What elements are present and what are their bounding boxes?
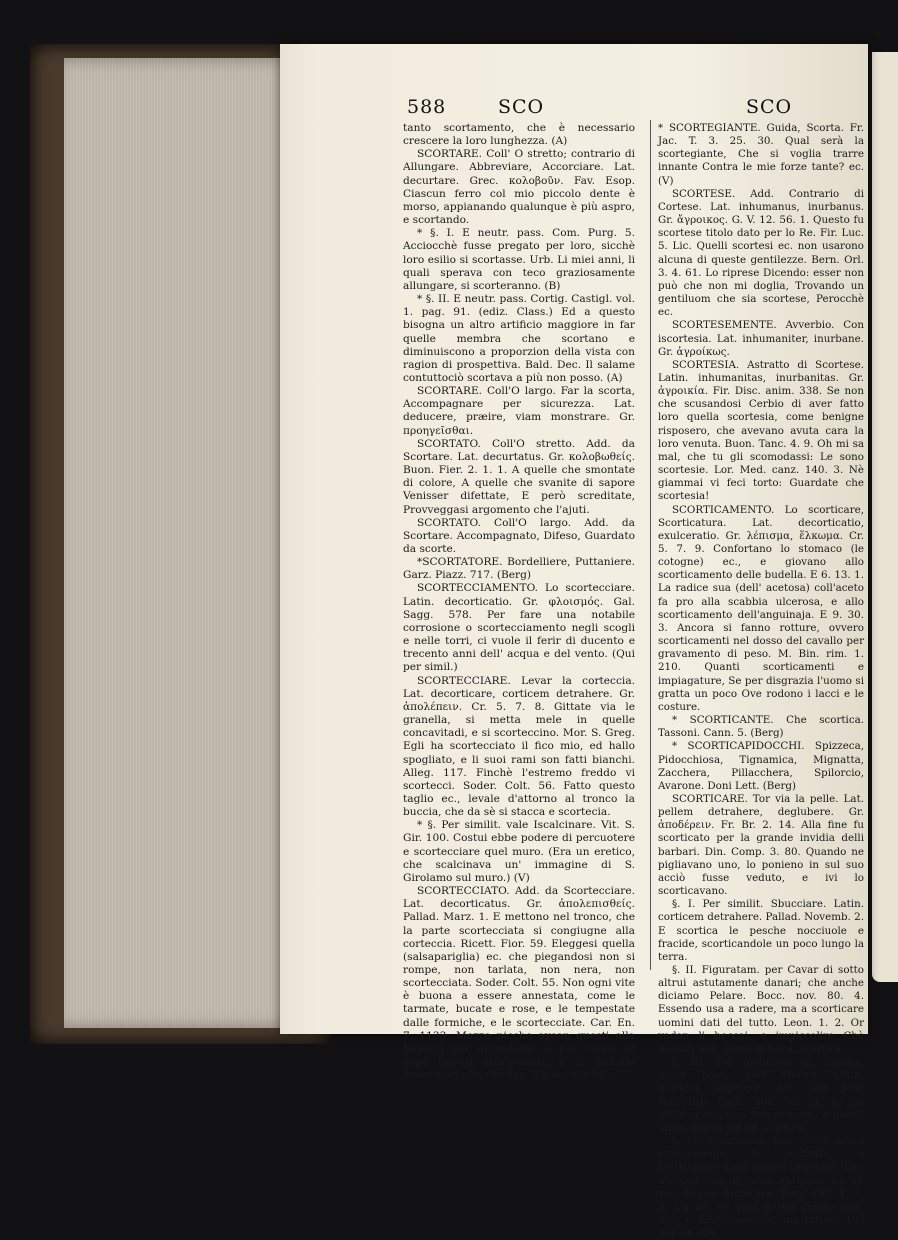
entry-paragraph: * SCORTICANTE. Che scortica. Tassoni. Cann. 5. (Berg) [658,714,864,740]
entry-paragraph: SCORTICARE. Tor via la pelle. Lat. pellem detrahere, deglubere. Gr. ἀποδέρειν. Fr. Br. 2. 14. Alla fine fu scorticato per la grande invidia delli barbari. Din. Comp. 3. 80. Quando ne pigliavano uno, lo ponieno in sul suo acciò fusse veduto, e ivi lo scorticavano. [658,792,864,898]
entry-paragraph: * SCORTICAPIDOCCHI. Spizzeca, Pidocchiosa, Tignamica, Mignatta, Zacchera, Pillacchera, Spilorcio, Avarone. Doni Lett. (Berg) [658,740,864,792]
entry-paragraph: §. II. Figuratam. per Cavar di sotto altrui astutamente danari; che anche diciamo Pelare. Bocc. nov. 80. 4. Essendo usa a radere, ma a scorticare uomini dati del tutto. Leon. 1. 2. Or vadan li beccai, e impiccolire Chè nessun ben, come la Lena, scortica. [658,964,864,1055]
entry-paragraph: tanto scortamento, che è necessario crescere la loro lunghezza. (A) [403,122,635,148]
facing-page-edge [872,52,898,982]
entry-paragraph: §. III. Per metafora, in signific. neutr. pass., vale Morire. Latin. mortem oppetere. Gr. τὸν βίον τελευτᾶν. Bocc. nov. 70. 11. Di mi giaceva con una mia comare, e giocai tanto, che io me ne scorticai. [658,1056,864,1134]
page-number: 588 [407,96,447,118]
right-column [658,122,864,1240]
entry-paragraph: * §. I. E neutr. pass. Com. Purg. 5. Acciocchè fusse pregato per loro, sicchè loro esilio si scortasse. Urb. Li miei anni, li quali sperava con teco graziosamente allungare, si scorteranno. (B) [403,227,635,292]
entry-paragraph: SCORTICAMENTO. Lo scorticare, Scorticatura. Lat. decorticatio, exulceratio. Gr. λέπισμα, ἕλκωμα. Cr. 5. 7. 9. Confortano lo stomaco (le cotogne) ec., e giovano allo scorticamento delle budella. E 6. 13. 1. La radice sua (dell' acetosa) coll'aceto fa pro alla scabbia ulcerosa, e allo scorticamento dell'anguinaja. E 9. 30. 3. Ancora si fanno rotture, ovvero scorticamenti nel dosso del cavallo per gravamento di peso. M. Bin. rim. 1. 210. Quanti scorticamenti e impiagature, Se per disgrazia l'uomo si gratta un poco Ove rodono i lacci e le costure. [658,503,864,713]
entry-paragraph: SCORTATO. Coll'O stretto. Add. da Scortare. Lat. decurtatus. Gr. κολοβωθείς. Buon. Fier. 2. 1. 1. A quelle che smontate di colore, A quelle che svanite di sapore Venisser difettate, E però screditate, Provveggasi argomento che l'ajuti. [403,437,635,516]
entry-paragraph: §. IV. Scorticare, per Torre altrui rapacemente le sostanze, o Distruggere colle troppe gravezze. Lat. alienam rem diripere, abripere. Gr. τὰ τῶν ἄλλων ἁρπάζειν. Bern. Orl. 1. 7. 5. Un Re, se vuol il suo debito fare, Non è Re veramente, ma fattore Del popolo che [658,1135,864,1240]
left-column-header: SCO [498,96,545,118]
entry-paragraph: * §. Per similit. vale Iscalcinare. Vit. S. Gir. 100. Costui ebbe podere di percuotere e scortecciare quel muro. (Era un eretico, che scalcinava un' immagine di S. Girolamo sul muro.) (V) [403,819,635,884]
left-column [403,122,635,1082]
entry-paragraph: * SCORTEGIANTE. Guida, Scorta. Fr. Jac. T. 3. 25. 30. Qual serà la scortegiante, Che si voglia trarre innante Contra le mie forze tante? ec. (V) [658,122,864,187]
entry-paragraph: SCORTATO. Coll'O largo. Add. da Scortare. Accompagnato, Difeso, Guardato da scorte. [403,516,635,555]
entry-paragraph: SCORTECCIARE. Levar la corteccia. Lat. decorticare, corticem detrahere. Gr. ἀπολέπειν. Cr. 5. 7. 8. Gittate via le granella, si metta mele in quelle concavitadi, e si scorteccino. Mor. S. Greg. Egli ha scortecciato il fico mio, ed hallo spogliato, e li suoi rami son fatti bianchi. Alleg. 117. Finchè l'estremo freddo vi scortecci. Soder. Colt. 56. Fatto questo taglio ec., levale d'attorno al tronco la buccia, che da sè si stacca e scortecia. [403,674,635,819]
entry-paragraph: SCORTESE. Add. Contrario di Cortese. Lat. inhumanus, inurbanus. Gr. ἄγροικος. G. V. 12. 56. 1. Questo fu scortese titolo dato per lo Re. Fir. Luc. 5. Lic. Quelli scortesi ec. non usarono alcuna di queste gentilezze. Bern. Orl. 3. 4. 61. Lo riprese Dicendo: esser non può che non mi doglia, Trovando un gentiluom che sia scortese, Perocchè ec. [658,187,864,319]
entry-paragraph: SCORTARE. Coll' O stretto; contrario di Allungare. Abbreviare, Accorciare. Lat. decurtare. Grec. κολοβοῦν. Fav. Esop. Ciascun ferro col mio piccolo dente è morso, appianando qualunque è più aspro, e scortando. [403,148,635,227]
entry-paragraph: §. I. Per similit. Sbucciare. Latin. corticem detrahere. Pallad. Novemb. 2. E scortica le pesche nocciuole e fracide, scorticandole un poco lungo la terra. [658,898,864,963]
page-edges [64,58,304,1028]
dictionary-page [280,44,868,1240]
column-divider [650,120,651,970]
right-column-header: SCO [746,96,793,118]
entry-paragraph: SCORTESEMENTE. Avverbio. Con iscortesia. Lat. inhumaniter, inurbane. Gr. ἀγροίκως. [658,319,864,358]
entry-paragraph: SCORTARE. Coll'O largo. Far la scorta, Accompagnare per sicurezza. Lat. deducere, præire, viam monstrare. Gr. προηγεῖσθαι. [403,385,635,437]
entry-paragraph: SCORTESIA. Astratto di Scortese. Latin. inhumanitas, inurbanitas. Gr. ἀγροικία. Fir. Disc. anim. 338. Se non che scusandosi Cerbio di aver fatto loro quella scortesia, come benigne risposero, che avevano avuta cara la loro venuta. Buon. Tanc. 4. 9. Oh mi sa mal, che tu gli scomodassi: Le sono scortesie. Lor. Med. canz. 140. 3. Nè giammai vi feci torto: Guardate che scortesia! [658,358,864,503]
entry-paragraph: SCORTECCIAMENTO. Lo scortecciare. Latin. decorticatio. Gr. φλοισμός. Gal. Sagg. 578. Per fare una notabile corrosione o scortecciamento negli scogli e nelle torri, ci vuole il ferir di ducento e trecento anni dell' acqua e del vento. (Qui per simil.) [403,582,635,674]
entry-paragraph: *SCORTATORE. Bordelliere, Puttaniere. Garz. Piazz. 717. (Berg) [403,556,635,582]
entry-paragraph: * §. II. E neutr. pass. Cortig. Castigl. vol. 1. pag. 91. (ediz. Class.) Ed a questo bisogna un altro artificio maggiore in far quelle membra che scortano e diminuiscono a proporzion della vista con ragion di prospettiva. Bald. Dec. Il salame contuttociò scortava a più non posso. (A) [403,293,635,384]
entry-paragraph: SCORTECCIATO. Add. da Scortecciare. Lat. decorticatus. Gr. ἀπολεπισθείς. Pallad. Marz. 1. E mettono nel tronco, che la parte scortecciata si congiugne alla corteccia. Ricett. Fior. 59. Eleggesi quella (salsapariglia) ec. che piegandosi non si rompe, non tarlata, non nera, non scortecciata. Soder. Colt. 55. Non ogni vite è buona a essere annestata, come le tarmate, bucate e rose, e le tempestate dalle formiche, e le scortecciate. Car. En. 7. 1133. Mezze picche avean questi alla tedesca Per avventarle, e per celate in capo Suveri scortecciati, e di metallo Brocchieri alla sinistra, e stocchi a lato. [403,885,635,1082]
